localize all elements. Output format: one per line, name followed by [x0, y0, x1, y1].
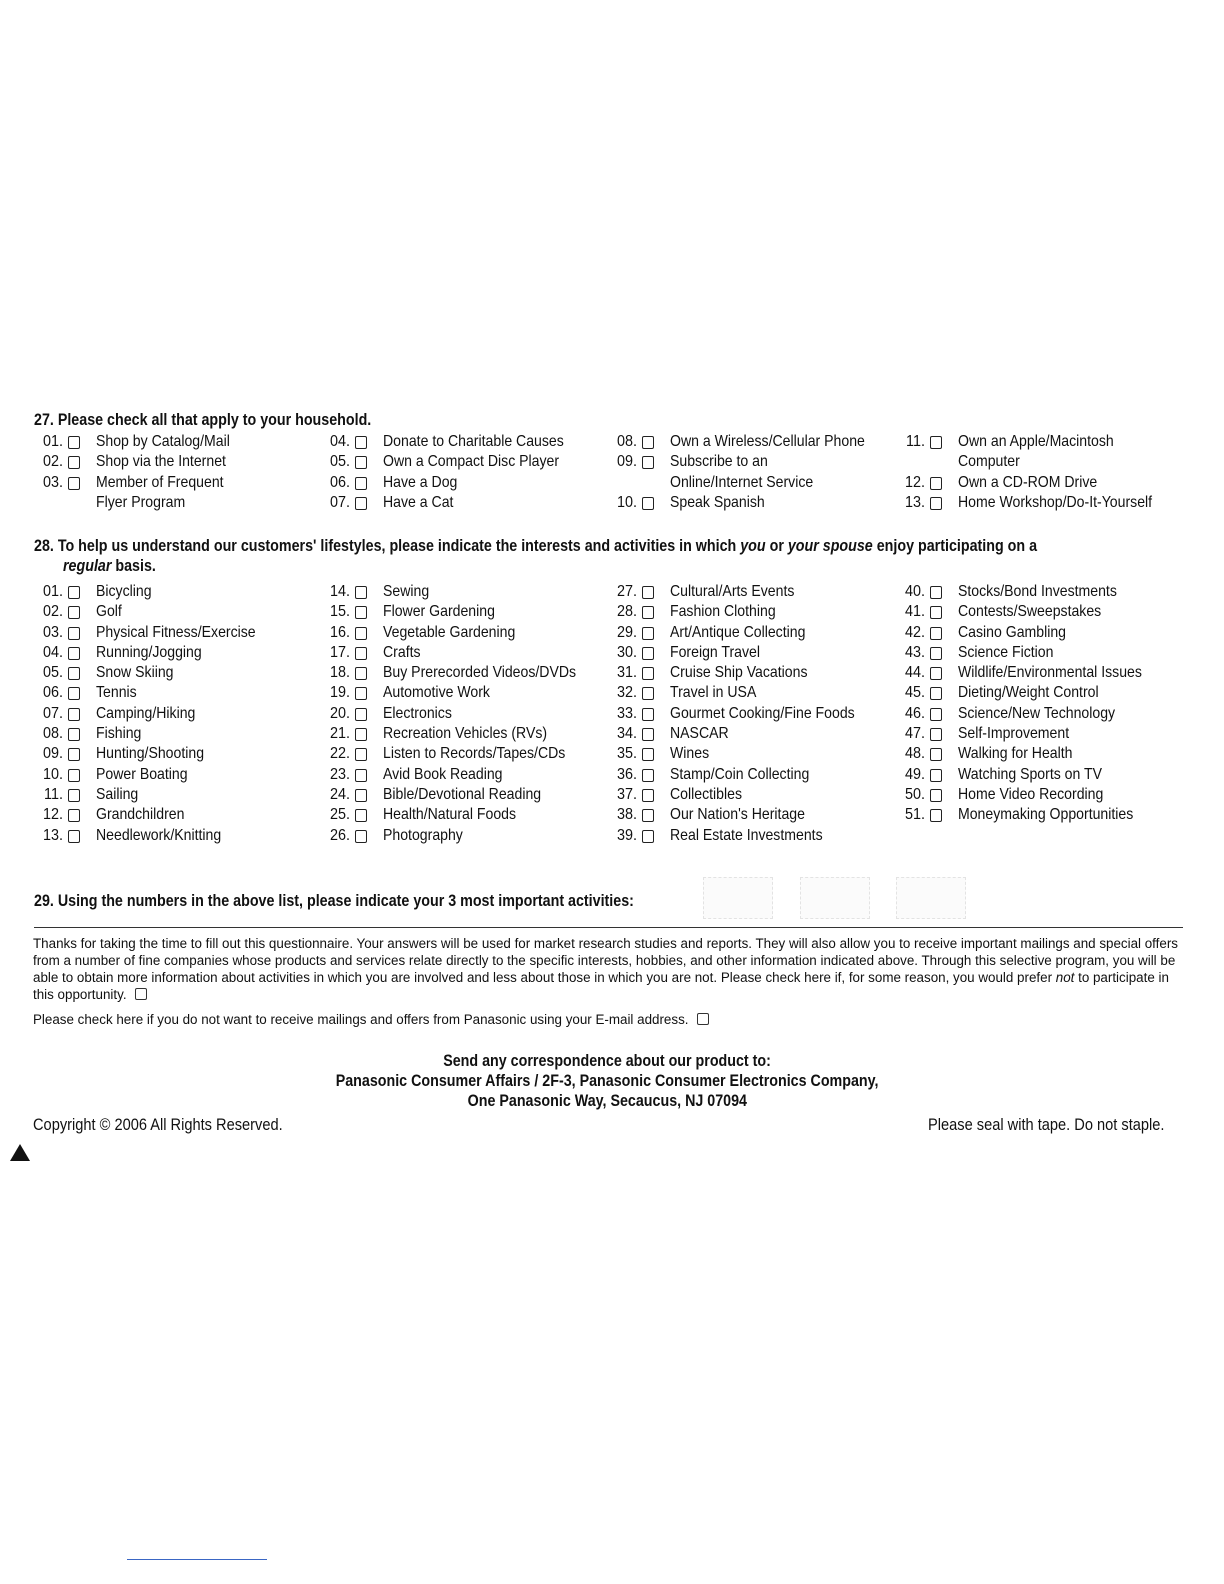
q27-option-label: Own an Apple/Macintosh	[958, 433, 1114, 450]
q27-option-checkbox[interactable]	[930, 436, 942, 449]
q28-option-number: 11.	[44, 785, 63, 803]
q28-heading-text: 28. To help us understand our customers' lifestyles, please indicate the interests and activities in which	[34, 536, 741, 555]
q28-option-number: 50.	[904, 785, 925, 803]
q28-option-label: Power Boating	[96, 765, 188, 783]
q27-option-label: Computer	[958, 453, 1020, 471]
q28-option-checkbox[interactable]	[642, 627, 654, 640]
q28-option-number: 43.	[904, 643, 925, 661]
q27-option-checkbox[interactable]	[642, 456, 654, 469]
q28-option-number: 36.	[616, 765, 637, 783]
address-line3-text: One Panasonic Way, Secaucus, NJ 07094	[467, 1091, 747, 1110]
q28-option-checkbox[interactable]	[930, 728, 942, 741]
q28-option-label: Health/Natural Foods	[383, 806, 517, 824]
q27-option-label: Donate to Charitable Causes	[383, 433, 564, 450]
q28-option-number: 39.	[616, 826, 637, 844]
q28-option-checkbox[interactable]	[930, 769, 942, 782]
q28-option-number: 09.	[42, 745, 63, 763]
q28-option-number: 34.	[616, 725, 637, 743]
q28-option-checkbox[interactable]	[642, 789, 654, 802]
q27-option-checkbox[interactable]	[930, 497, 942, 510]
q27-option-number: 12.	[904, 473, 925, 491]
address-line2-text: Panasonic Consumer Affairs / 2F-3, Panasonic Consumer Electronics Company,	[335, 1071, 879, 1090]
q28-option-checkbox[interactable]	[68, 809, 80, 822]
q28-option-label: Vegetable Gardening	[383, 623, 516, 641]
q28-option-number: 19.	[329, 684, 350, 702]
q28-option-checkbox[interactable]	[68, 728, 80, 741]
q27-option-label: Flyer Program	[96, 493, 186, 511]
q27-option-label: Online/Internet Service	[670, 473, 814, 491]
q28-option-label: Physical Fitness/Exercise	[96, 623, 256, 641]
q28-option-label: Foreign Travel	[670, 643, 760, 661]
rank-field-1[interactable]	[703, 877, 773, 919]
q28-option-label: Electronics	[383, 704, 452, 722]
q28-option-label: Home Video Recording	[958, 785, 1104, 803]
q28-option-number: 45.	[904, 684, 925, 702]
q28-option-number: 14.	[329, 583, 350, 600]
q28-option-number: 26.	[329, 826, 350, 844]
email-optout-line	[33, 1011, 1193, 1028]
q28-heading-regular: regular	[63, 556, 112, 575]
q28-option-label: Self-Improvement	[958, 725, 1070, 743]
q27-option-checkbox[interactable]	[355, 456, 367, 469]
email-optout-checkbox[interactable]	[697, 1013, 709, 1025]
q28-option-checkbox[interactable]	[930, 789, 942, 802]
seal-instructions: Please seal with tape. Do not staple.	[928, 1115, 1165, 1134]
q29-heading: 29. Using the numbers in the above list, please indicate your 3 most important activities:	[34, 891, 634, 910]
q28-option-number: 44.	[904, 664, 925, 682]
q28-option-checkbox[interactable]	[642, 830, 654, 843]
q27-option-label: Shop via the Internet	[96, 453, 226, 471]
q28-option-number: 30.	[616, 643, 637, 661]
q28-option-label: Wildlife/Environmental Issues	[958, 664, 1142, 682]
q28-option-label: Dieting/Weight Control	[958, 684, 1099, 702]
q28-option-checkbox[interactable]	[68, 586, 80, 599]
q27-option-number: 13.	[904, 493, 925, 511]
q28-option-number: 37.	[616, 785, 637, 803]
q28-option-checkbox[interactable]	[642, 687, 654, 700]
q28-option-checkbox[interactable]	[68, 708, 80, 721]
q28-option-label: Science/New Technology	[958, 704, 1116, 722]
q28-option-label: Travel in USA	[670, 684, 757, 702]
q28-option-checkbox[interactable]	[642, 667, 654, 680]
q28-heading-or: or	[765, 536, 788, 555]
q28-option-number: 05.	[42, 664, 63, 682]
q27-option-number: 09.	[616, 453, 637, 471]
address-line1-text: Send any correspondence about our product to:	[443, 1051, 771, 1070]
q28-option-checkbox[interactable]	[930, 667, 942, 680]
q28-option-checkbox[interactable]	[68, 748, 80, 761]
q27-option-label: Member of Frequent	[96, 473, 224, 491]
q28-option-checkbox[interactable]	[355, 769, 367, 782]
q27-option-label: Home Workshop/Do-It-Yourself	[958, 493, 1153, 511]
q28-option-checkbox[interactable]	[68, 687, 80, 700]
q28-option-label: Bible/Devotional Reading	[383, 785, 542, 803]
q28-option-label: Hunting/Shooting	[96, 745, 205, 763]
q28-option-number: 46.	[904, 704, 925, 722]
q28-option-checkbox[interactable]	[355, 586, 367, 599]
q27-option-number: 01.	[42, 433, 63, 450]
q28-option-checkbox[interactable]	[930, 687, 942, 700]
q28-option-label: Watching Sports on TV	[958, 765, 1103, 783]
q28-option-checkbox[interactable]	[642, 748, 654, 761]
q28-option-number: 10.	[42, 765, 63, 783]
q28-option-label: Fashion Clothing	[670, 603, 776, 621]
q28-option-number: 27.	[616, 583, 637, 600]
q28-option-number: 16.	[329, 623, 350, 641]
q28-option-label: Collectibles	[670, 785, 742, 803]
page-link-underline	[127, 1559, 267, 1560]
optout-checkbox[interactable]	[135, 988, 147, 1000]
q28-option-label: Walking for Health	[958, 745, 1073, 763]
q28-option-number: 28.	[616, 603, 637, 621]
q27-option-label: Shop by Catalog/Mail	[96, 433, 230, 450]
q28-option-label: Grandchildren	[96, 806, 185, 824]
q28-option-label: Golf	[96, 603, 122, 621]
q28-option-checkbox[interactable]	[355, 748, 367, 761]
q27-option-number: 03.	[42, 473, 63, 491]
q28-option-number: 04.	[42, 643, 63, 661]
q28-option-number: 41.	[904, 603, 925, 621]
q28-option-number: 35.	[616, 745, 637, 763]
q28-option-number: 12.	[42, 806, 63, 824]
email-optout-text: Please check here if you do not want to receive mailings and offers from Panasonic using your E-mail address.	[33, 1012, 689, 1027]
rank-field-3[interactable]	[896, 877, 966, 919]
q28-option-checkbox[interactable]	[355, 667, 367, 680]
q28-option-number: 42.	[904, 623, 925, 641]
q28-option-checkbox[interactable]	[642, 708, 654, 721]
notice-paragraph	[33, 935, 1193, 1003]
q28-option-checkbox[interactable]	[642, 809, 654, 822]
q27-option-number: 02.	[42, 453, 63, 471]
q27-option-checkbox[interactable]	[642, 436, 654, 449]
q28-option-checkbox[interactable]	[68, 769, 80, 782]
q28-option-number: 17.	[329, 643, 350, 661]
q28-option-checkbox[interactable]	[930, 708, 942, 721]
q28-option-label: Contests/Sweepstakes	[958, 603, 1102, 621]
q28-option-checkbox[interactable]	[930, 809, 942, 822]
q27-option-checkbox[interactable]	[930, 477, 942, 490]
q27-option-checkbox[interactable]	[355, 477, 367, 490]
q28-option-checkbox[interactable]	[930, 627, 942, 640]
address-line1	[0, 1051, 1214, 1072]
optout-text-b: to participate in this opportunity.	[33, 970, 1169, 1002]
q28-option-label: Wines	[670, 745, 710, 763]
address-line2	[0, 1071, 1214, 1092]
q28-option-number: 21.	[329, 725, 350, 743]
copyright: Copyright © 2006 All Rights Reserved.	[33, 1115, 283, 1134]
q28-option-number: 29.	[616, 623, 637, 641]
q28-heading-you: you	[740, 536, 766, 555]
optout-text-a: Please check here if, for some reason, you would prefer	[720, 970, 1056, 985]
q28-option-number: 25.	[329, 806, 350, 824]
q28-option-label: NASCAR	[670, 725, 729, 743]
q28-option-label: Camping/Hiking	[96, 704, 196, 722]
address-line3	[0, 1091, 1214, 1112]
q27-option-label: Subscribe to an	[670, 453, 768, 471]
q28-option-label: Casino Gambling	[958, 623, 1067, 641]
q28-option-number: 38.	[616, 806, 637, 824]
q28-option-number: 47.	[904, 725, 925, 743]
section-divider	[34, 927, 1183, 928]
q28-option-label: Automotive Work	[383, 684, 490, 702]
q28-option-label: Stocks/Bond Investments	[958, 583, 1117, 600]
q28-option-checkbox[interactable]	[68, 627, 80, 640]
q28-option-label: Tennis	[96, 684, 137, 702]
q28-option-label: Stamp/Coin Collecting	[670, 765, 810, 783]
q28-option-checkbox[interactable]	[355, 830, 367, 843]
q28-option-label: Flower Gardening	[383, 603, 495, 621]
q28-option-checkbox[interactable]	[642, 647, 654, 660]
q28-option-label: Science Fiction	[958, 643, 1054, 661]
q28-option-number: 31.	[616, 664, 637, 682]
q28-option-checkbox[interactable]	[642, 586, 654, 599]
q28-option-label: Avid Book Reading	[383, 765, 503, 783]
q27-option-checkbox[interactable]	[355, 497, 367, 510]
q28-option-label: Sewing	[383, 583, 430, 600]
q27-option-number: 05.	[329, 453, 350, 471]
q27-option-number: 08.	[616, 433, 637, 450]
q28-option-label: Running/Jogging	[96, 643, 202, 661]
q28-option-label: Moneymaking Opportunities	[958, 806, 1134, 824]
q28-option-label: Listen to Records/Tapes/CDs	[383, 745, 566, 763]
q28-option-checkbox[interactable]	[930, 748, 942, 761]
q27-option-number: 10.	[616, 493, 637, 511]
q28-heading-basis: basis.	[111, 556, 156, 575]
q28-option-number: 06.	[42, 684, 63, 702]
q28-option-label: Fishing	[96, 725, 142, 743]
q28-option-checkbox[interactable]	[68, 647, 80, 660]
q28-option-checkbox[interactable]	[355, 606, 367, 619]
q28-option-checkbox[interactable]	[68, 667, 80, 680]
q28-option-label: Crafts	[383, 643, 421, 661]
q28-option-checkbox[interactable]	[68, 789, 80, 802]
q28-option-number: 03.	[42, 623, 63, 641]
q28-option-checkbox[interactable]	[930, 647, 942, 660]
notice-text: Thanks for taking the time to fill out this questionnaire. Your answers will be used for market research studies and reports. They will also allow you to receive important mailings and special offers from a number of fine companies whose products and services relate directly to the specific interests, hobbies, and other information indicated above. Through this selective program, you will be able to obtain more information about activities in which you are involved and less about those in which you are not.	[33, 936, 1178, 985]
q28-option-checkbox[interactable]	[642, 606, 654, 619]
q27-option-checkbox[interactable]	[68, 456, 80, 469]
q28-option-checkbox[interactable]	[355, 647, 367, 660]
q27-heading: 27. Please check all that apply to your household.	[34, 410, 372, 429]
q27-option-label: Have a Cat	[383, 493, 454, 511]
q28-option-number: 08.	[42, 725, 63, 743]
q28-option-checkbox[interactable]	[642, 769, 654, 782]
q28-option-checkbox[interactable]	[355, 687, 367, 700]
q28-option-number: 32.	[616, 684, 637, 702]
q28-option-number: 18.	[329, 664, 350, 682]
q28-option-number: 33.	[616, 704, 637, 722]
q27-option-label: Speak Spanish	[670, 493, 765, 511]
q28-option-label: Recreation Vehicles (RVs)	[383, 725, 548, 743]
q27-option-checkbox[interactable]	[642, 497, 654, 510]
q28-option-number: 51.	[904, 806, 925, 824]
q28-option-checkbox[interactable]	[642, 728, 654, 741]
q28-option-label: Cultural/Arts Events	[670, 583, 795, 600]
q28-option-checkbox[interactable]	[355, 728, 367, 741]
q28-option-number: 40.	[904, 583, 925, 600]
q28-heading-text-b: enjoy participating on a	[872, 536, 1038, 555]
q27-option-label: Own a Wireless/Cellular Phone	[670, 433, 865, 450]
q28-heading	[34, 536, 1037, 556]
q28-option-label: Buy Prerecorded Videos/DVDs	[383, 664, 577, 682]
q28-option-number: 22.	[329, 745, 350, 763]
q28-option-checkbox[interactable]	[930, 586, 942, 599]
q28-option-label: Art/Antique Collecting	[670, 623, 806, 641]
q28-option-checkbox[interactable]	[68, 830, 80, 843]
q28-heading-spouse: your spouse	[787, 536, 873, 555]
q28-option-label: Cruise Ship Vacations	[670, 664, 808, 682]
q28-option-checkbox[interactable]	[355, 627, 367, 640]
q28-option-number: 15.	[329, 603, 350, 621]
q28-heading-line2	[63, 556, 156, 576]
q27-option-label: Own a Compact Disc Player	[383, 453, 560, 471]
q28-option-label: Needlework/Knitting	[96, 826, 222, 844]
q28-option-checkbox[interactable]	[355, 789, 367, 802]
q28-option-number: 07.	[42, 704, 63, 722]
q28-option-number: 02.	[42, 603, 63, 621]
q28-option-checkbox[interactable]	[355, 809, 367, 822]
q28-option-checkbox[interactable]	[355, 708, 367, 721]
q27-option-checkbox[interactable]	[355, 436, 367, 449]
q27-option-number: 04.	[329, 433, 350, 450]
triangle-up-icon	[10, 1144, 30, 1161]
q28-option-number: 49.	[904, 765, 925, 783]
q27-option-number: 07.	[329, 493, 350, 511]
q27-option-number: 06.	[329, 473, 350, 491]
q28-option-checkbox[interactable]	[68, 606, 80, 619]
q27-option-number: 11.	[906, 433, 925, 450]
q27-option-label: Have a Dog	[383, 473, 458, 491]
q28-option-number: 48.	[904, 745, 925, 763]
q27-option-checkbox[interactable]	[68, 477, 80, 490]
q28-option-label: Bicycling	[96, 583, 152, 600]
rank-field-2[interactable]	[800, 877, 870, 919]
q28-option-label: Snow Skiing	[96, 664, 174, 682]
q28-option-number: 24.	[329, 785, 350, 803]
optout-not: not	[1055, 970, 1075, 985]
q28-option-label: Real Estate Investments	[670, 826, 823, 844]
q28-option-label: Our Nation's Heritage	[670, 806, 805, 824]
q27-option-label: Own a CD-ROM Drive	[958, 473, 1098, 491]
q28-option-label: Photography	[383, 826, 463, 844]
q28-option-number: 13.	[42, 826, 63, 844]
q28-option-number: 01.	[42, 583, 63, 600]
q28-option-label: Sailing	[96, 785, 139, 803]
q28-option-label: Gourmet Cooking/Fine Foods	[670, 704, 855, 722]
q28-option-number: 23.	[329, 765, 350, 783]
q28-option-checkbox[interactable]	[930, 606, 942, 619]
q28-option-number: 20.	[329, 704, 350, 722]
q27-option-checkbox[interactable]	[68, 436, 80, 449]
